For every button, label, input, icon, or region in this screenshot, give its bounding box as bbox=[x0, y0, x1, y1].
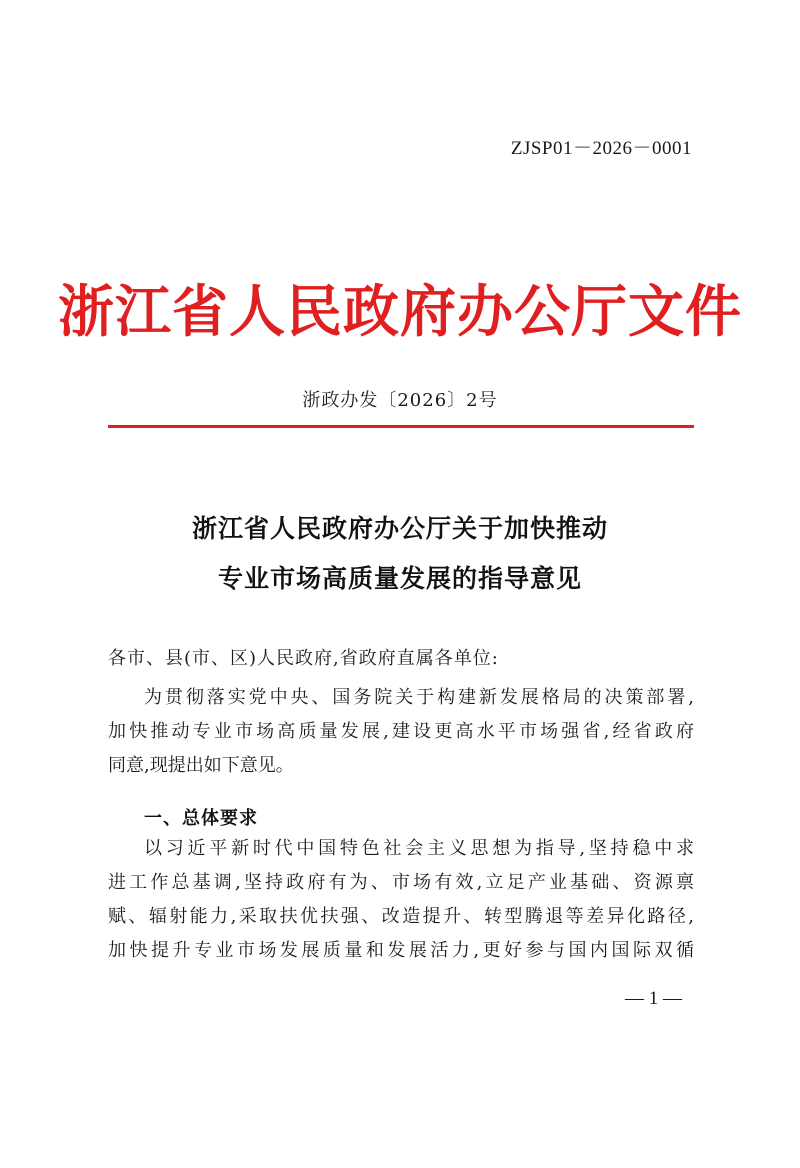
paragraph-general-line-4: 加快提升专业市场发展质量和发展活力,更好参与国内国际双循 bbox=[108, 940, 694, 961]
paragraph-general-line-2: 进工作总基调,坚持政府有为、市场有效,立足产业基础、资源禀 bbox=[108, 872, 694, 893]
section-heading-general-requirements: 一、总体要求 bbox=[144, 808, 258, 829]
paragraph-general-line-3: 赋、辐射能力,采取扶优扶强、改造提升、转型腾退等差异化路径, bbox=[108, 906, 694, 927]
document-title-line-2: 专业市场高质量发展的指导意见 bbox=[217, 564, 582, 593]
masthead-title: 浙江省人民政府办公厅文件 bbox=[58, 279, 742, 345]
paragraph-intro bbox=[108, 681, 694, 783]
page-number: — 1 — bbox=[625, 988, 682, 1009]
document-number: 浙政办发〔2026〕2号 bbox=[302, 390, 498, 411]
paragraph-intro-line-2: 加快推动专业市场高质量发展,建设更高水平市场强省,经省政府 bbox=[108, 721, 694, 742]
red-divider-line bbox=[108, 425, 694, 428]
document-code: ZJSP01－2026－0001 bbox=[510, 138, 692, 159]
document-title-line-1: 浙江省人民政府办公厅关于加快推动 bbox=[191, 514, 608, 543]
paragraph-general-requirements bbox=[108, 832, 694, 968]
document-title bbox=[0, 504, 800, 604]
paragraph-general-line-1: 以习近平新时代中国特色社会主义思想为指导,坚持稳中求 bbox=[144, 838, 694, 859]
paragraph-intro-line-3: 同意,现提出如下意见。 bbox=[108, 755, 294, 776]
paragraph-intro-line-1: 为贯彻落实党中央、国务院关于构建新发展格局的决策部署, bbox=[144, 687, 694, 708]
salutation: 各市、县(市、区)人民政府,省政府直属各单位: bbox=[108, 648, 499, 669]
